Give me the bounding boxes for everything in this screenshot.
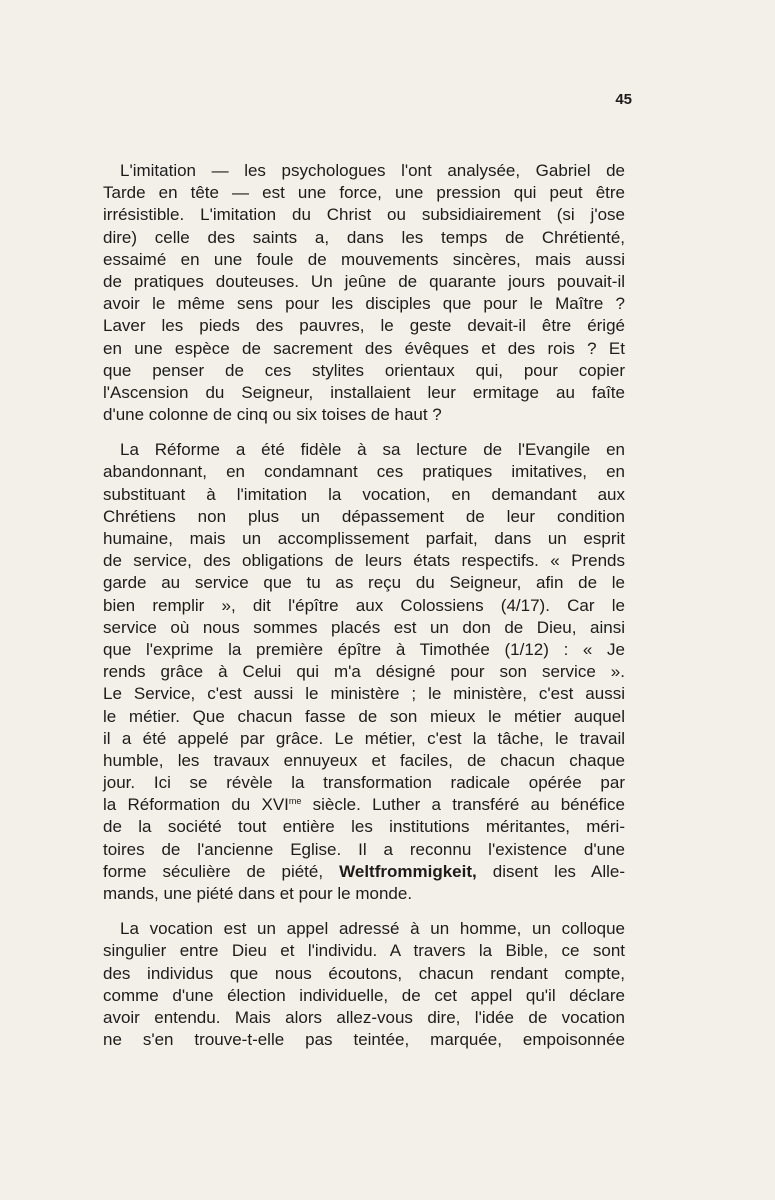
paragraph-3 [103,918,625,1051]
text-line: en une espèce de sacrement des évêques et des rois ? Et [103,338,625,358]
text-line-bold [103,861,625,883]
text-line: mands, une piété dans et pour le monde. [103,884,413,903]
text-line: de service, des obligations de leurs états respectifs. « Prends [103,551,625,571]
text-line: de pratiques douteuses. Un jeûne de quarante jours pouvait-il [103,271,625,291]
body-text [103,160,625,1064]
text-line: singulier entre Dieu et l'individu. A travers la Bible, ce sont [103,941,625,961]
century-text: la Réformation du XVI [103,795,289,815]
text-line: essaimé en une foule de mouvements sincères, mais aussi [103,249,625,269]
text-line: garde au service que tu as reçu du Seigneur, afin de le [103,573,625,593]
bold-term: Weltfrommigkeit, [339,861,477,881]
text-line: que penser de ces stylites orientaux qui, pour copier [103,360,625,380]
text-line: toires de l'ancienne Eglise. Il a reconnu l'existence d'une [103,839,625,859]
text-line: de la société tout entière les institutions méritantes, méri- [103,817,625,837]
page-number: 45 [615,91,632,108]
text-line: ne s'en trouve-t-elle pas teintée, marquée, empoisonnée [103,1030,625,1050]
text-line: L'imitation — les psychologues l'ont analysée, Gabriel de [120,161,625,180]
text-line: La Réforme a été fidèle à sa lecture de l'Evangile en [120,440,625,460]
text-line: humaine, mais un accomplissement parfait, dans un esprit [103,529,625,548]
text-line: Tarde en tête — est une force, une pression qui peut être [103,183,625,203]
century-superscript: me [288,796,302,807]
text-line: Laver les pieds des pauvres, le geste devait-il être érigé [103,316,625,336]
text-line-century [103,794,625,816]
text-line: Le Service, c'est aussi le ministère ; le ministère, c'est aussi [103,684,625,704]
text-line: avoir entendu. Mais alors allez-vous dire, l'idée de vocation [103,1007,625,1027]
text-line: bien remplir », dit l'épître aux Colossiens (4/17). Car le [103,595,625,615]
text-line: d'une colonne de cinq ou six toises de haut ? [103,405,442,425]
text-line: des individus que nous écoutons, chacun rendant compte, [103,963,625,983]
paragraph-2 [103,439,625,905]
paragraph-1 [103,160,625,426]
text-line: dire) celle des saints a, dans les temps de Chrétienté, [103,227,625,247]
text-line: il a été appelé par grâce. Le métier, c'est la tâche, le travail [103,728,625,748]
text-line: le métier. Que chacun fasse de son mieux le métier auquel [103,706,625,726]
text-line: jour. Ici se révèle la transformation radicale opérée par [103,773,625,793]
bold-line-start: forme séculière de piété, [103,861,324,881]
text-line: que l'exprime la première épître à Timothée (1/12) : « Je [103,639,625,659]
text-line: avoir le même sens pour les disciples que pour le Maître ? [103,294,625,314]
text-line: rends grâce à Celui qui m'a désigné pour son service ». [103,662,625,682]
text-line: Chrétiens non plus un dépassement de leur condition [103,506,625,526]
text-line: service où nous sommes placés est un don de Dieu, ainsi [103,617,625,637]
text-line: irrésistible. L'imitation du Christ ou subsidiairement (si j'ose [103,205,625,225]
text-line: abandonnant, en condamnant ces pratiques imitatives, en [103,462,625,482]
century-rest: siècle. Luther a transféré au bénéfice [301,795,626,815]
text-line: La vocation est un appel adressé à un homme, un colloque [120,919,625,939]
text-line: comme d'une élection individuelle, de cet appel qu'il déclare [103,985,625,1005]
text-line: humble, les travaux ennuyeux et faciles, de chacun chaque [103,750,625,770]
text-line: substituant à l'imitation la vocation, en demandant aux [103,484,625,504]
bold-line-end: disent les Alle- [476,861,626,881]
text-line: l'Ascension du Seigneur, installaient leur ermitage au faîte [103,382,625,402]
